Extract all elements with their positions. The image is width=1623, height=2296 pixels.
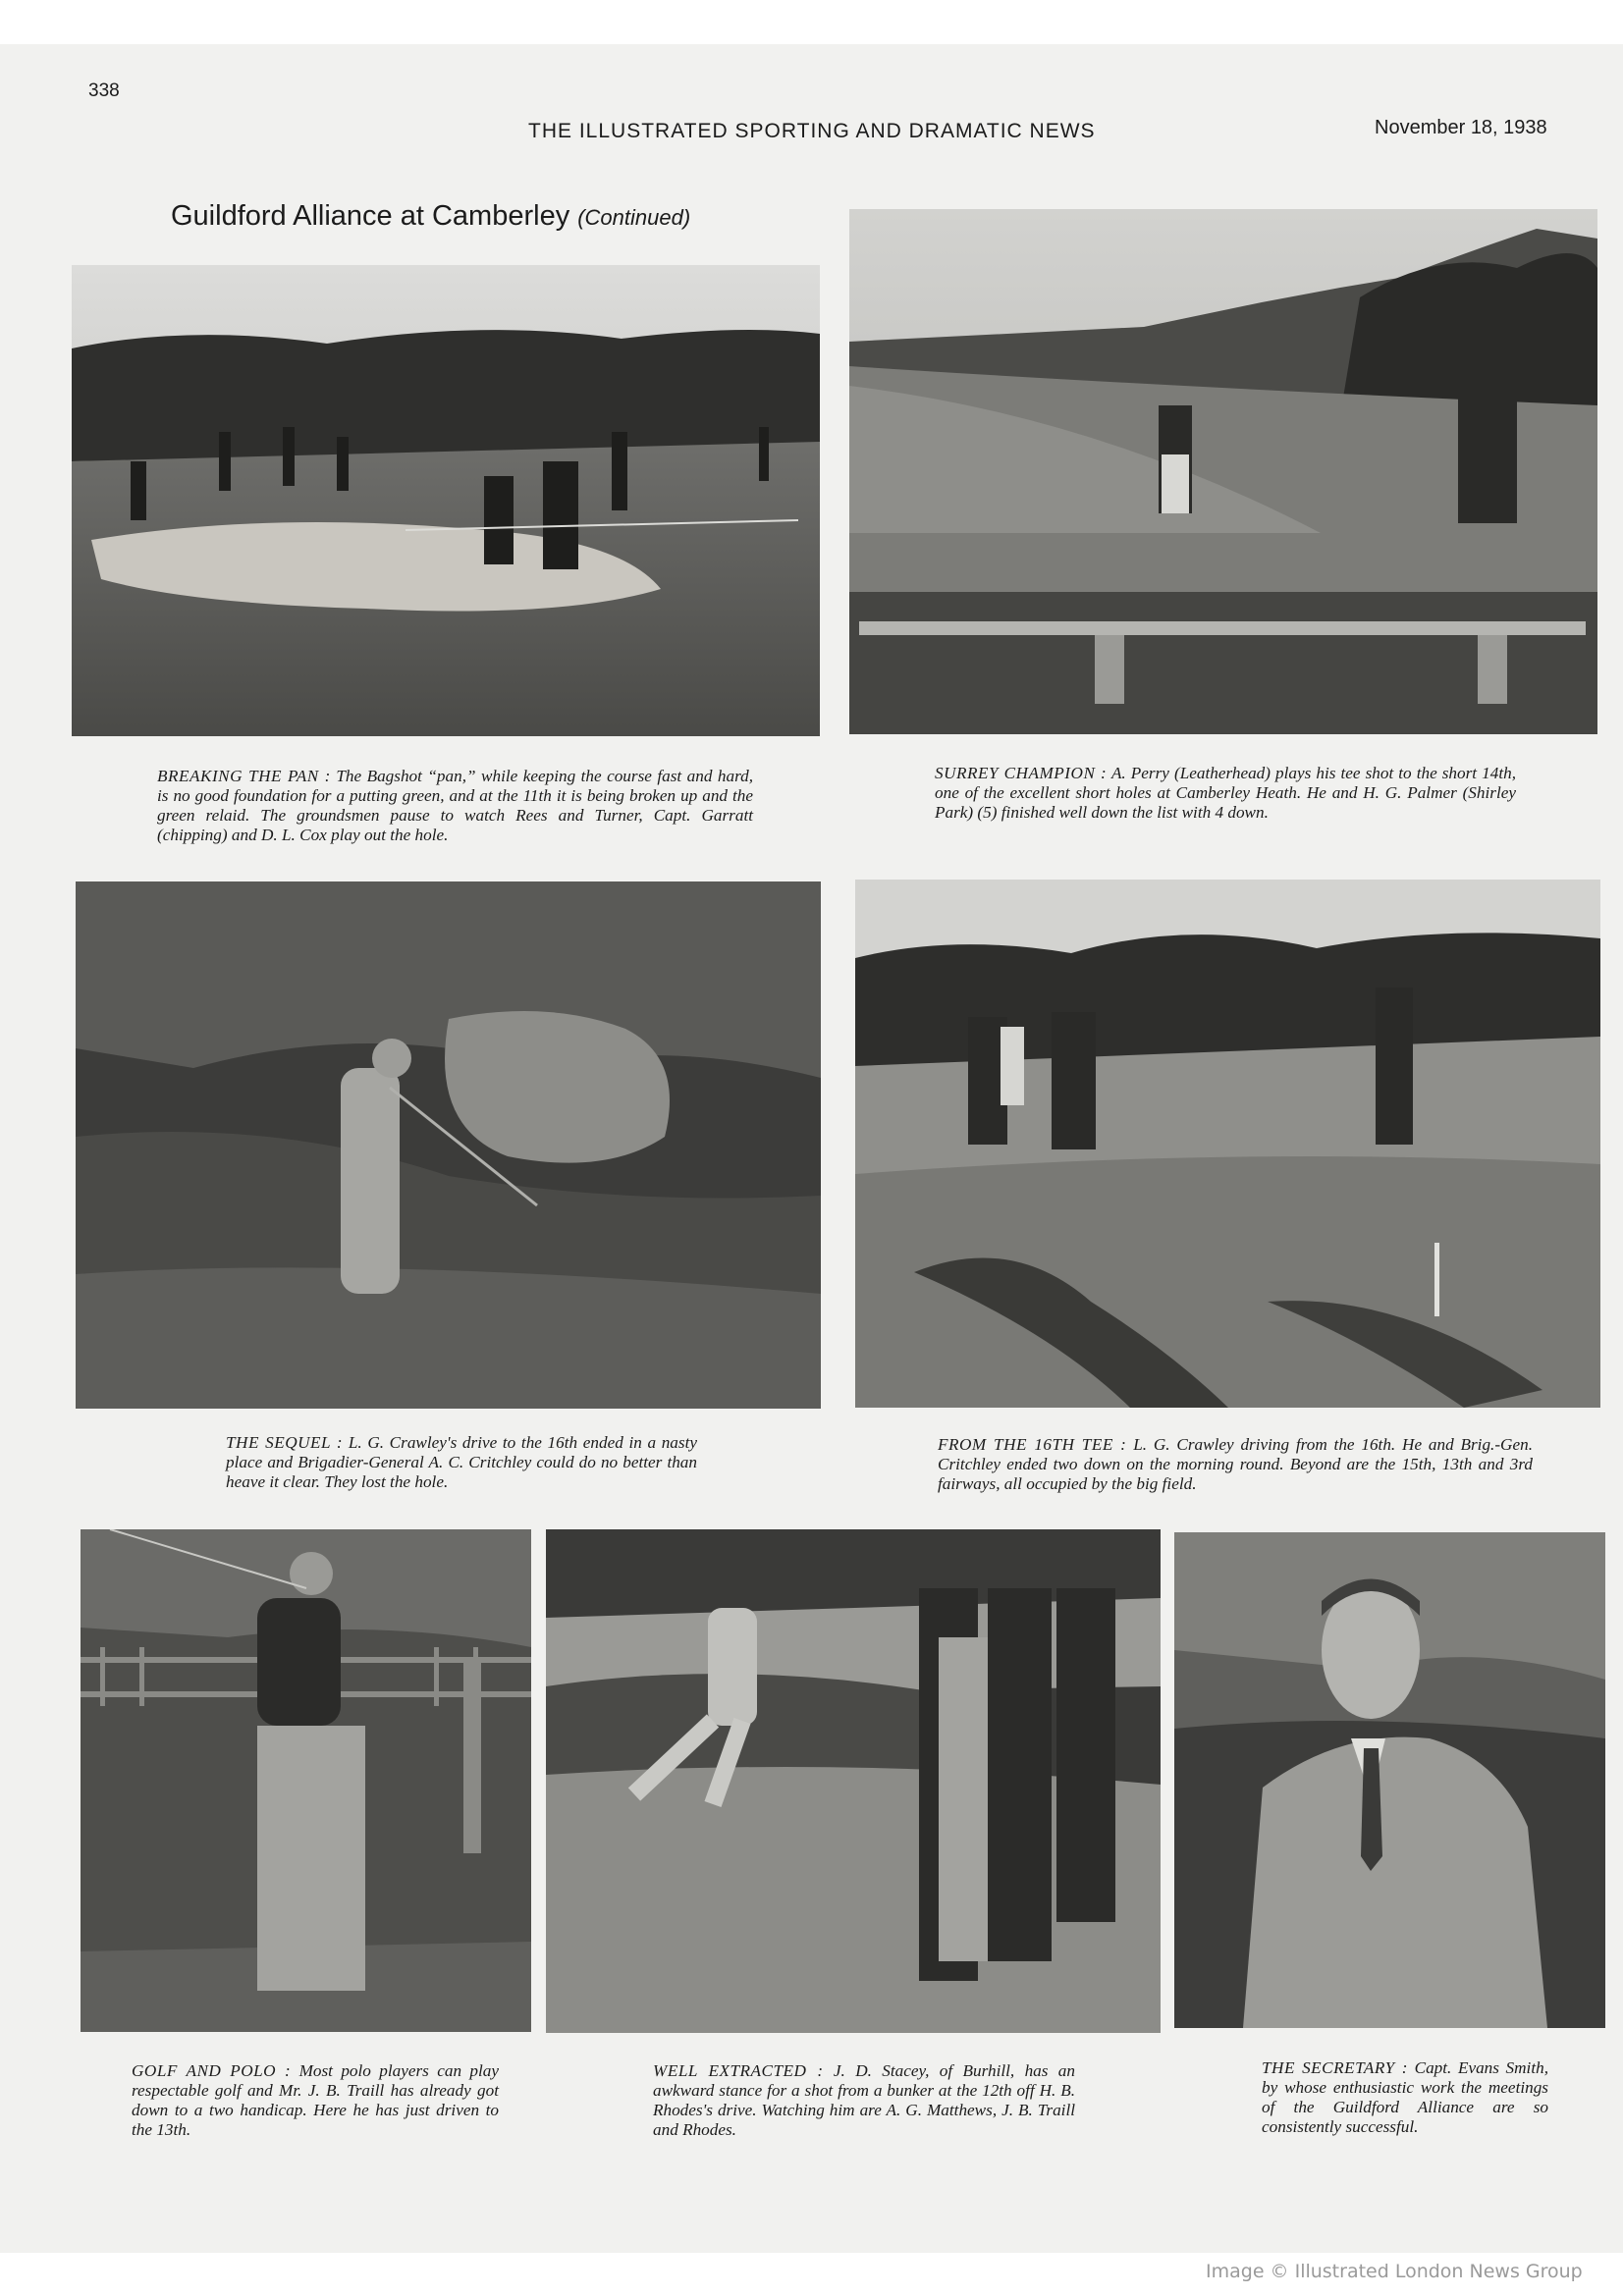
caption-lead: SURREY CHAMPION : — [935, 764, 1108, 782]
publication-masthead: THE ILLUSTRATED SPORTING AND DRAMATIC NEWS — [528, 120, 1096, 142]
caption-lead: FROM THE 16TH TEE : — [938, 1435, 1127, 1454]
photo-well-extracted — [546, 1529, 1161, 2033]
caption-golf-and-polo — [132, 2061, 499, 2140]
issue-date: November 18, 1938 — [1375, 117, 1547, 138]
caption-the-secretary — [1262, 2058, 1548, 2137]
caption-text: Most polo players can play respectable golf and Mr. J. B. Traill has already got down to a two handicap. Here he has just driven to the 13th. — [132, 2061, 499, 2139]
caption-the-sequel — [226, 1433, 697, 1492]
caption-text: Capt. Evans Smith, by whose enthusiastic work the meetings of the Guildford Alliance are so consistently successful. — [1262, 2058, 1548, 2136]
caption-lead: WELL EXTRACTED : — [653, 2061, 824, 2080]
caption-text: A. Perry (Leatherhead) plays his tee shot to the short 14th, one of the excellent short holes at Camberley Heath. He and H. G. Palmer (Shirley Park) (5) finished well down the list with 4 down. — [935, 764, 1516, 822]
article-title — [171, 200, 690, 233]
photo-surrey-champion — [849, 209, 1597, 734]
article-title-text: Guildford Alliance at Camberley — [171, 200, 570, 232]
caption-text: L. G. Crawley's drive to the 16th ended in a nasty place and Brigadier-General A. C. Critchley could do no better than heave it clear. They lost the hole. — [226, 1433, 697, 1491]
caption-lead: THE SECRETARY : — [1262, 2058, 1408, 2077]
caption-surrey-champion — [935, 764, 1516, 823]
caption-from-the-16th-tee — [938, 1435, 1533, 1494]
continued-label: (Continued) — [577, 205, 691, 230]
caption-text: L. G. Crawley driving from the 16th. He and Brig.-Gen. Critchley ended two down on the morning round. Beyond are the 15th, 13th and 3rd fairways, all occupied by the big field. — [938, 1435, 1533, 1493]
caption-text: J. D. Stacey, of Burhill, has an awkward stance for a shot from a bunker at the 12th off H. B. Rhodes's drive. Watching him are A. G. Matthews, J. B. Traill and Rhodes. — [653, 2061, 1075, 2139]
page-number: 338 — [88, 80, 120, 101]
caption-text: The Bagshot “pan,” while keeping the course fast and hard, is no good foundation for a putting green, and at the 11th it is being broken up and the green relaid. The groundsmen pause to watch Rees and Turner, Capt. Garratt (chipping) and D. L. Cox play out the hole. — [157, 767, 754, 844]
caption-breaking-the-pan — [157, 767, 753, 845]
photo-golf-and-polo — [81, 1529, 531, 2032]
caption-well-extracted — [653, 2061, 1075, 2140]
photo-the-secretary — [1174, 1532, 1605, 2028]
photo-from-the-16th-tee — [855, 880, 1600, 1408]
caption-lead: BREAKING THE PAN : — [157, 767, 331, 785]
photo-the-sequel — [76, 881, 821, 1409]
caption-lead: GOLF AND POLO : — [132, 2061, 292, 2080]
caption-lead: THE SEQUEL : — [226, 1433, 344, 1452]
photo-breaking-the-pan — [72, 265, 820, 736]
image-credit: Image © Illustrated London News Group — [1206, 2261, 1583, 2282]
